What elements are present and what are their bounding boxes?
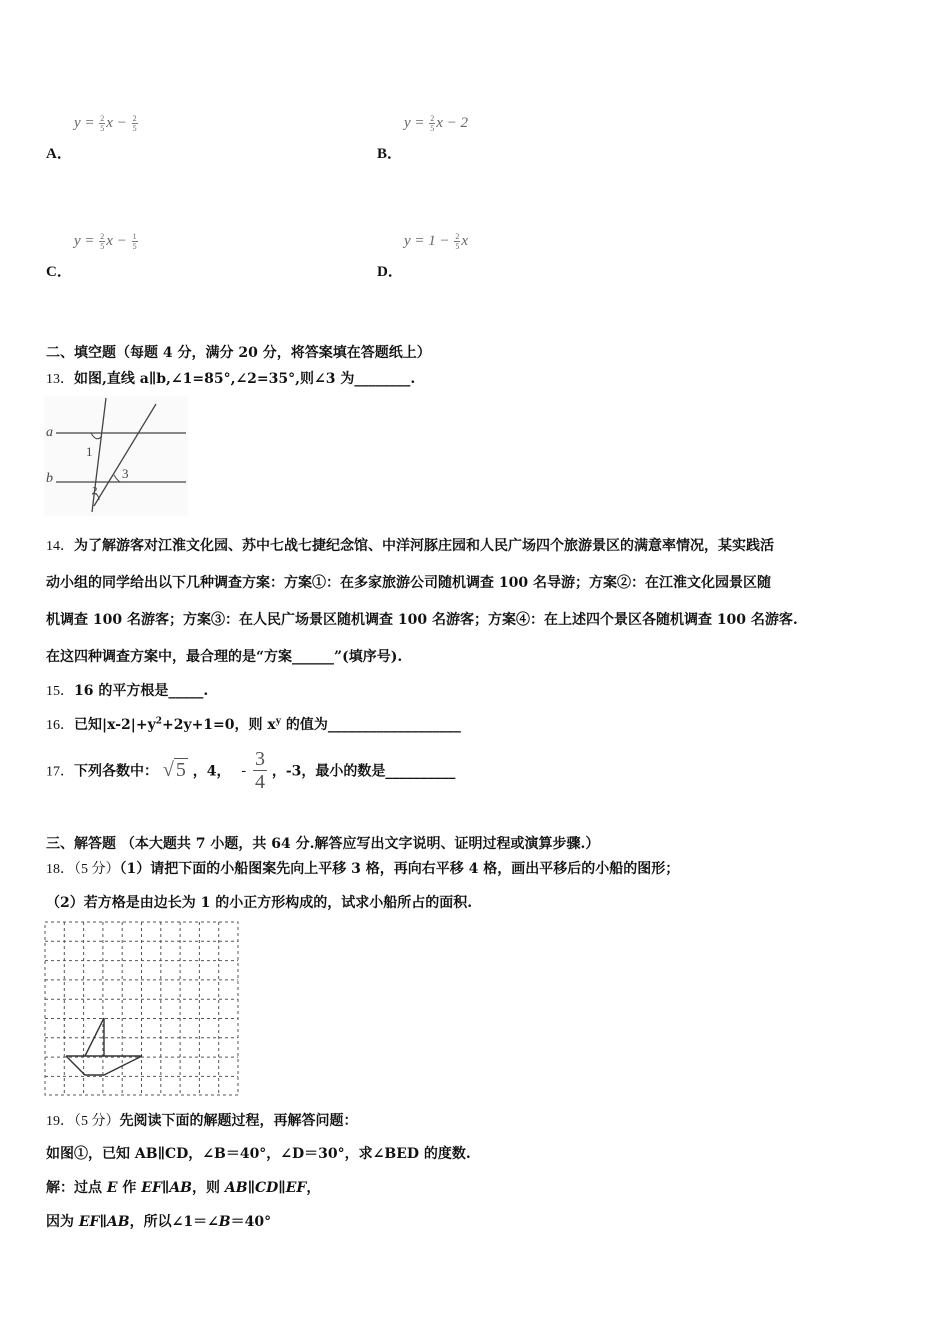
option-a-formula: y = $\frac{2}{5}$ x − $\frac{2}{5}$ xyxy=(74,114,137,133)
label-b: b xyxy=(46,471,53,486)
option-c-formula: y = $\frac{2}{5}$ x − $\frac{1}{5}$ xyxy=(74,232,137,251)
fraction-three-fourths: $\frac{3}{4}$ xyxy=(254,748,265,793)
option-d-label: D． xyxy=(377,264,403,280)
option-d-formula: y = 1 − $\frac{2}{5}$ x xyxy=(404,232,469,251)
boat-hull xyxy=(66,1056,142,1075)
question-14-line-3: 机调查 100 名游客；方案③：在人民广场景区随机调查 100 名游客；方案④：在上述四个景区各随机调查 100 名游客. xyxy=(46,612,798,628)
label-angle-3: 3 xyxy=(122,466,129,481)
question-19-line-2: 解：过点 E 作 EF∥AB，则 AB∥CD∥EF， xyxy=(46,1180,321,1196)
question-15: 15．16 的平方根是_____. xyxy=(46,683,209,699)
question-18-part-1: 18．（5 分）（1）请把下面的小船图案先向上平移 3 格，再向右平移 4 格，画出平移后的小船的图形； xyxy=(46,861,680,877)
label-angle-1: 1 xyxy=(86,444,93,459)
option-a-label: A． xyxy=(46,146,72,162)
question-18-part-2: （2）若方格是由边长为 1 的小正方形构成的，试求小船所占的面积. xyxy=(46,895,473,911)
sqrt-5: √ 5 xyxy=(162,759,186,781)
option-b-label: B． xyxy=(377,146,403,162)
figure-background xyxy=(44,396,188,516)
section-3-title: 三、解答题 （本大题共 7 小题，共 64 分.解答应写出文字说明、证明过程或演算步骤.） xyxy=(46,836,600,852)
question-14-line-1: 14．为了解游客对江淮文化园、苏中七战七捷纪念馆、中洋河豚庄园和人民广场四个旅游景区的满意率情况，某实践活 xyxy=(46,538,774,554)
boat-sail xyxy=(85,1018,104,1056)
option-b-formula: y = $\frac{2}{5}$ x − 2 xyxy=(404,114,469,133)
grid-lines xyxy=(45,922,238,1095)
question-19-line-1: 如图①，已知 AB∥CD，∠B＝40°，∠D＝30°，求∠BED 的度数. xyxy=(46,1146,471,1162)
question-14-line-4: 在这四种调查方案中，最合理的是“方案______”(填序号). xyxy=(46,649,403,665)
boat-grid-figure xyxy=(44,921,240,1097)
question-13: 13．如图,直线 a∥b,∠1=85°,∠2=35°,则∠3 为________. xyxy=(46,371,416,387)
label-angle-2: 2 xyxy=(92,485,98,497)
boat-shape xyxy=(66,1018,142,1075)
label-a: a xyxy=(46,425,53,440)
question-14-line-2: 动小组的同学给出以下几种调查方案：方案①：在多家旅游公司随机调查 100 名导游；方案②：在江淮文化园景区随 xyxy=(46,575,771,591)
section-2-title: 二、填空题（每题 4 分，满分 20 分，将答案填在答题纸上） xyxy=(46,345,431,361)
option-c-label: C． xyxy=(46,264,72,280)
question-17: 17．下列各数中： √ 5 ，4， - $\frac{3}{4}$ ，-3，最小的数是__________ xyxy=(46,748,456,793)
question-19-intro: 19．（5 分）先阅读下面的解题过程，再解答问题： xyxy=(46,1113,358,1129)
question-19-line-3: 因为 EF∥AB，所以∠1＝∠B＝40° xyxy=(46,1214,272,1230)
parallel-lines-figure xyxy=(44,396,188,516)
question-16: 16．已知$|x-2|+y^2+2y+1=0$，则 $x^y$ 的值为___________________ xyxy=(46,716,461,733)
